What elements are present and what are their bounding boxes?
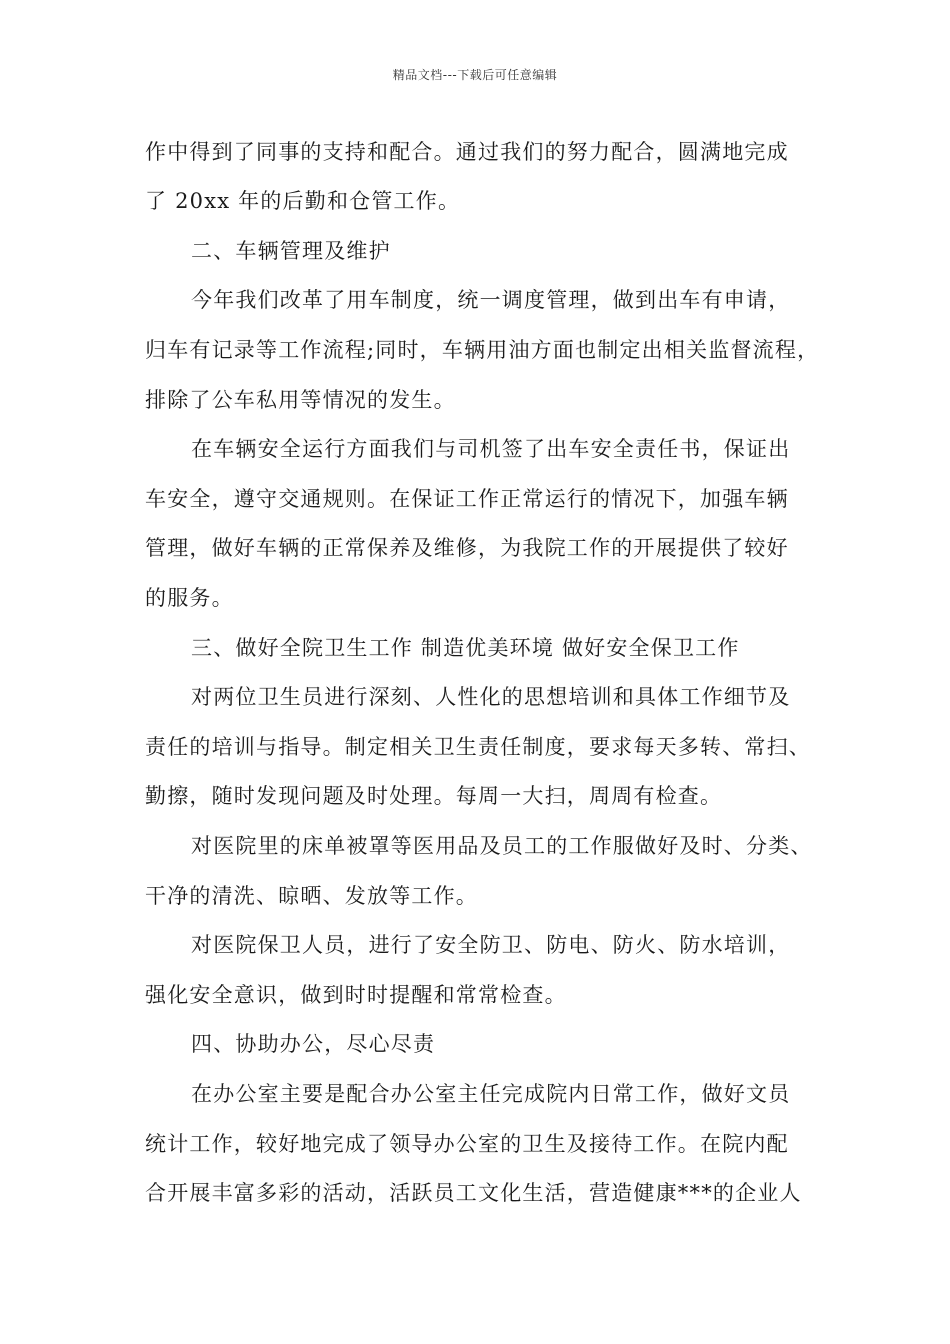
body-line: 统计工作，较好地完成了领导办公室的卫生及接待工作。在院内配 xyxy=(145,1132,789,1156)
body-line: 管理，做好车辆的正常保养及维修，为我院工作的开展提供了较好 xyxy=(145,536,789,560)
body-line: 的服务。 xyxy=(145,586,234,610)
section-heading: 四、协助办公，尽心尽责 xyxy=(191,1032,436,1056)
body-line: 排除了公车私用等情况的发生。 xyxy=(145,388,456,412)
body-line: 归车有记录等工作流程;同时，车辆用油方面也制定出相关监督流程， xyxy=(145,338,820,362)
body-line: 责任的培训与指导。制定相关卫生责任制度，要求每天多转、常扫、 xyxy=(145,735,811,759)
body-line: 在办公室主要是配合办公室主任完成院内日常工作，做好文员 xyxy=(191,1082,791,1106)
page-header: 精品文档---下载后可任意编辑 xyxy=(392,68,558,82)
body-line: 对两位卫生员进行深刻、人性化的思想培训和具体工作细节及 xyxy=(191,685,791,709)
body-line: 车安全，遵守交通规则。在保证工作正常运行的情况下，加强车辆 xyxy=(145,487,789,511)
body-line: 作中得到了同事的支持和配合。通过我们的努力配合，圆满地完成 xyxy=(145,140,789,164)
body-line: 了 20xx 年的后勤和仓管工作。 xyxy=(145,189,461,213)
body-line: 今年我们改革了用车制度，统一调度管理，做到出车有申请， xyxy=(191,288,791,312)
body-line: 干净的清洗、晾晒、发放等工作。 xyxy=(145,884,478,908)
body-line: 合开展丰富多彩的活动，活跃员工文化生活，营造健康***的企业人 xyxy=(145,1181,802,1205)
body-line: 对医院里的床单被罩等医用品及员工的工作服做好及时、分类、 xyxy=(191,834,813,858)
body-line: 强化安全意识，做到时时提醒和常常检查。 xyxy=(145,983,567,1007)
section-heading: 三、做好全院卫生工作 制造优美环境 做好安全保卫工作 xyxy=(191,636,740,660)
section-heading: 二、车辆管理及维护 xyxy=(191,239,391,263)
body-line: 在车辆安全运行方面我们与司机签了出车安全责任书，保证出 xyxy=(191,437,791,461)
body-line: 对医院保卫人员，进行了安全防卫、防电、防火、防水培训， xyxy=(191,933,791,957)
body-line: 勤擦，随时发现问题及时处理。每周一大扫，周周有检查。 xyxy=(145,784,723,808)
